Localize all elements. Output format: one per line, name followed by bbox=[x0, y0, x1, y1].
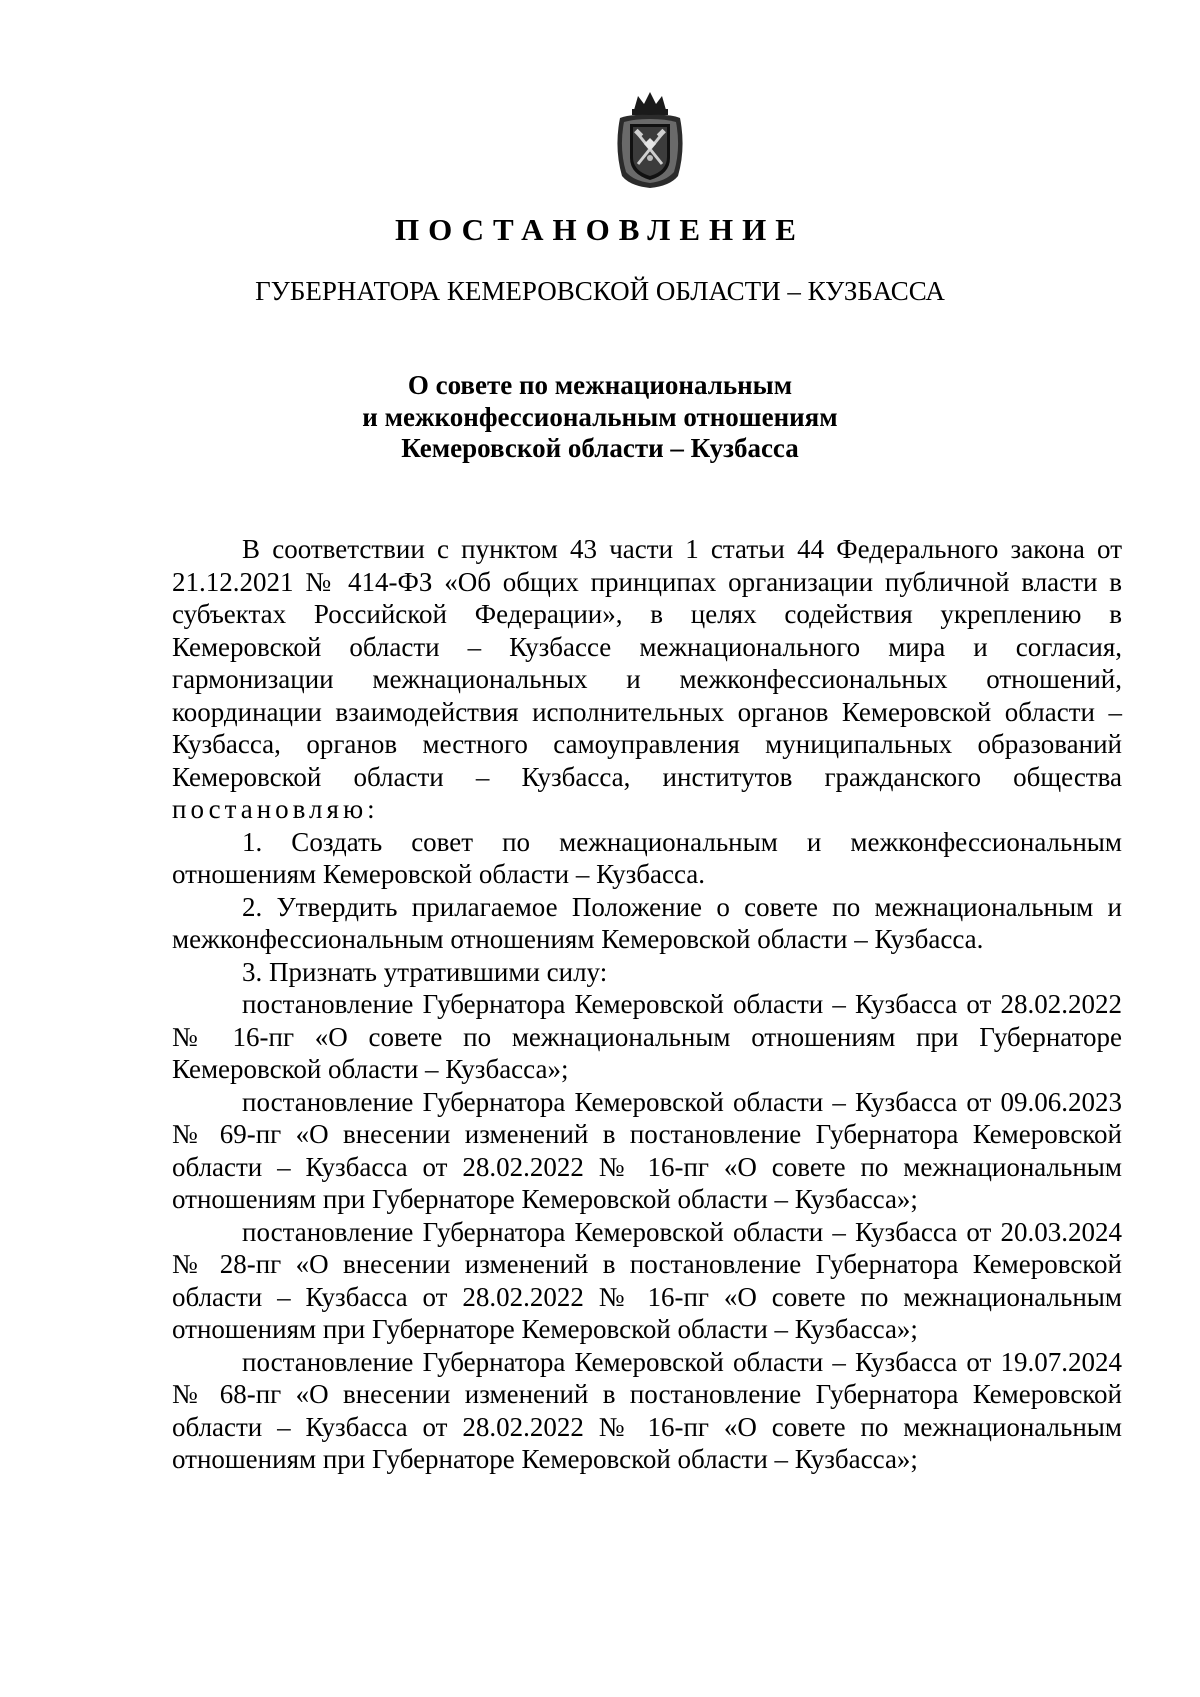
repealed-act-item: постановление Губернатора Кемеровской области – Кузбасса от 19.07.2024 № 68-пг «О внесении изменений в постановление Губернатора Кемеровской области – Кузбасса от 28.02.2022 № 16-пг «О совете по межнациональным отношениям при Губернаторе Кемеровской области – Кузбасса»; bbox=[172, 1346, 1122, 1474]
issuer-heading: ГУБЕРНАТОРА КЕМЕРОВСКОЙ ОБЛАСТИ – КУЗБАССА bbox=[255, 276, 945, 306]
document-type-heading: ПОСТАНОВЛЕНИЕ bbox=[395, 212, 805, 247]
document-body bbox=[172, 533, 1122, 1476]
decree-word: постановляю: bbox=[172, 794, 379, 824]
repealed-act-item: постановление Губернатора Кемеровской области – Кузбасса от 09.06.2023 № 69-пг «О внесении изменений в постановление Губернатора Кемеровской области – Кузбасса от 28.02.2022 № 16-пг «О совете по межнациональным отношениям при Губернаторе Кемеровской области – Кузбасса»; bbox=[172, 1086, 1122, 1214]
preamble-paragraph bbox=[172, 533, 1122, 826]
preamble-text: В соответствии с пунктом 43 части 1 статьи 44 Федерального закона от 21.12.2021 № 414-ФЗ «Об общих принципах организации публичной власти в субъектах Российской Федерации», в целях содействия укреплению в Кемеровской области – Кузбассе межнационального мира и согласия, гармонизации межнациональных и межконфессиональных отношений, координации взаимодействия исполнительных органов Кемеровской области – Кузбасса, органов местного самоуправления муниципальных образований Кемеровской области – Кузбасса, институтов гражданского общества bbox=[172, 534, 1122, 792]
document-title-line: Кемеровской области – Кузбасса bbox=[401, 433, 799, 463]
kuzbass-coat-of-arms-icon bbox=[610, 88, 690, 190]
clause-item-1: 1. Создать совет по межнациональным и межконфессиональным отношениям Кемеровской области – Кузбасса. bbox=[172, 826, 1122, 889]
repealed-act-item: постановление Губернатора Кемеровской области – Кузбасса от 20.03.2024 № 28-пг «О внесении изменений в постановление Губернатора Кемеровской области – Кузбасса от 28.02.2022 № 16-пг «О совете по межнациональным отношениям при Губернаторе Кемеровской области – Кузбасса»; bbox=[172, 1216, 1122, 1344]
document-title-line: и межконфессиональным отношениям bbox=[362, 401, 838, 432]
document-title-line: О совете по межнациональным bbox=[407, 370, 793, 400]
repealed-act-item: постановление Губернатора Кемеровской области – Кузбасса от 28.02.2022 № 16-пг «О совете по межнациональным отношениям при Губернаторе Кемеровской области – Кузбасса»; bbox=[172, 989, 1122, 1084]
clause-item-2: 2. Утвердить прилагаемое Положение о совете по межнациональным и межконфессиональным отношениям Кемеровской области – Кузбасса. bbox=[172, 891, 1122, 954]
document-title bbox=[300, 370, 900, 465]
clause-item-3: 3. Признать утратившими силу: bbox=[242, 956, 608, 987]
